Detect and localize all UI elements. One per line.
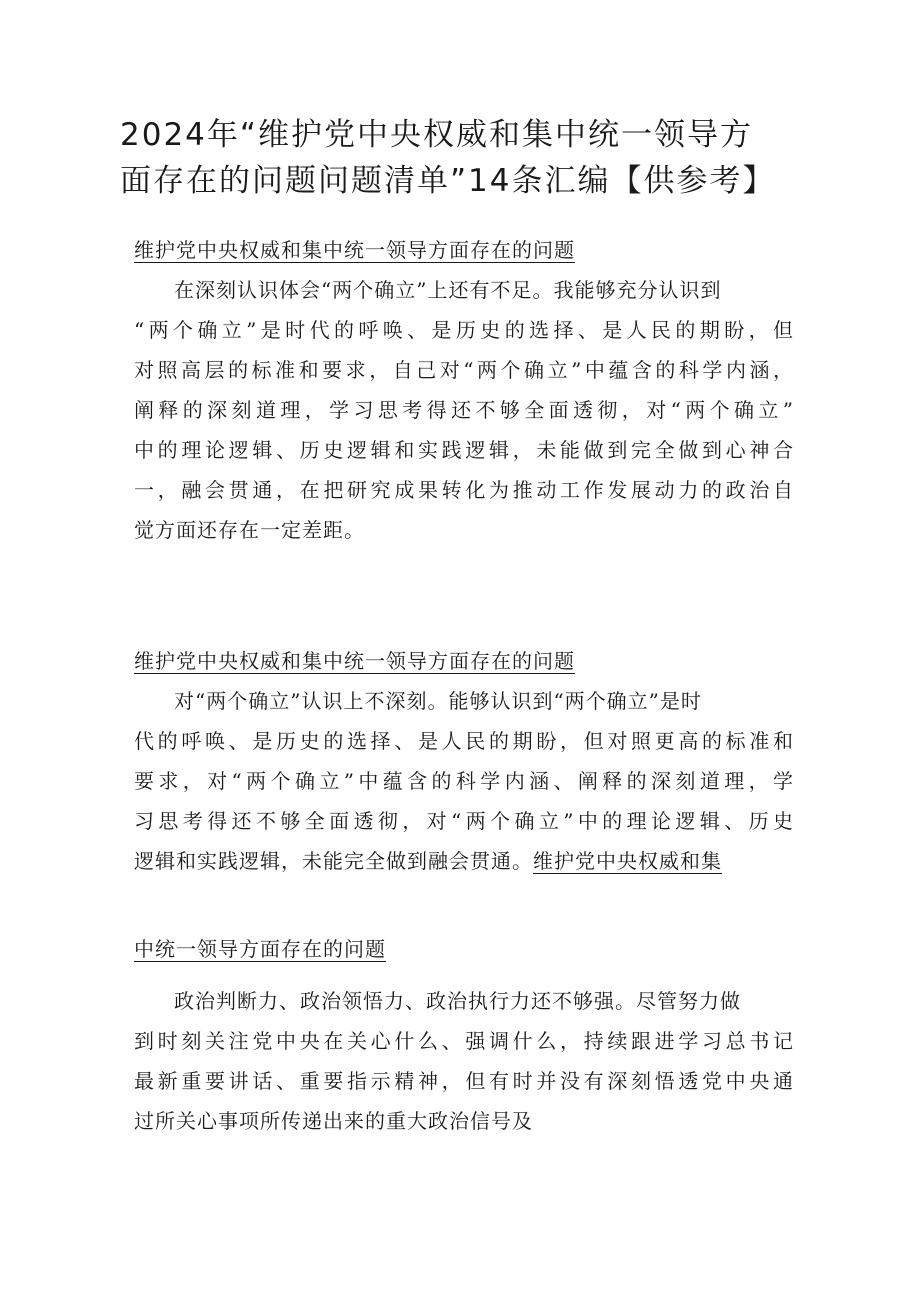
title-line-2: 面存在的问题问题清单”14条汇编【供参考】: [120, 163, 776, 199]
section-3: [134, 929, 794, 1141]
paragraph-line: 习思考得还不够全面透彻，对“两个确立”中的理论逻辑、历史: [134, 809, 794, 833]
section-heading: 中统一领导方面存在的问题: [134, 937, 386, 961]
section-2: [134, 641, 794, 881]
paragraph-line: 最新重要讲话、重要指示精神，但有时并没有深刻悟透党中央通: [134, 1069, 794, 1093]
paragraph-line: 中的理论逻辑、历史逻辑和实践逻辑，未能做到完全做到心神合: [134, 438, 794, 462]
paragraph-line: 觉方面还存在一定差距。: [134, 518, 365, 542]
paragraph-line: 在深刻认识体会“两个确立”上还有不足。我能够充分认识到: [174, 278, 722, 302]
paragraph-line: 一，融会贯通，在把研究成果转化为推动工作发展动力的政治自: [134, 478, 794, 502]
section-heading: 维护党中央权威和集中统一领导方面存在的问题: [134, 238, 575, 262]
section-heading: 维护党中央权威和集中统一领导方面存在的问题: [134, 649, 575, 673]
section-1: [134, 230, 794, 550]
paragraph-line: 对“两个确立”认识上不深刻。能够认识到“两个确立”是时: [174, 689, 702, 713]
paragraph-line: “两个确立”是时代的呼唤、是历史的选择、是人民的期盼，但: [134, 318, 794, 342]
paragraph-line: 到时刻关注党中央在关心什么、强调什么，持续跟进学习总书记: [134, 1029, 794, 1053]
paragraph-line-mixed: [134, 841, 794, 881]
paragraph-line: 对照高层的标准和要求，自己对“两个确立”中蕴含的科学内涵，: [134, 358, 794, 382]
section-heading-start: 维护党中央权威和集: [533, 849, 722, 873]
document-title: [120, 112, 820, 204]
title-line-1: 2024年“维护党中央权威和集中统一领导方: [120, 117, 753, 153]
paragraph-line: 政治判断力、政治领悟力、政治执行力还不够强。尽管努力做: [174, 989, 741, 1013]
paragraph-line: 过所关心事项所传递出来的重大政治信号及: [134, 1109, 533, 1133]
paragraph-line: 代的呼唤、是历史的选择、是人民的期盼，但对照更高的标准和: [134, 729, 794, 753]
paragraph-line: 要求，对“两个确立”中蕴含的科学内涵、阐释的深刻道理，学: [134, 769, 794, 793]
paragraph-line: 阐释的深刻道理，学习思考得还不够全面透彻，对“两个确立”: [134, 398, 794, 422]
paragraph-text: 逻辑和实践逻辑，未能完全做到融会贯通。: [134, 849, 533, 873]
